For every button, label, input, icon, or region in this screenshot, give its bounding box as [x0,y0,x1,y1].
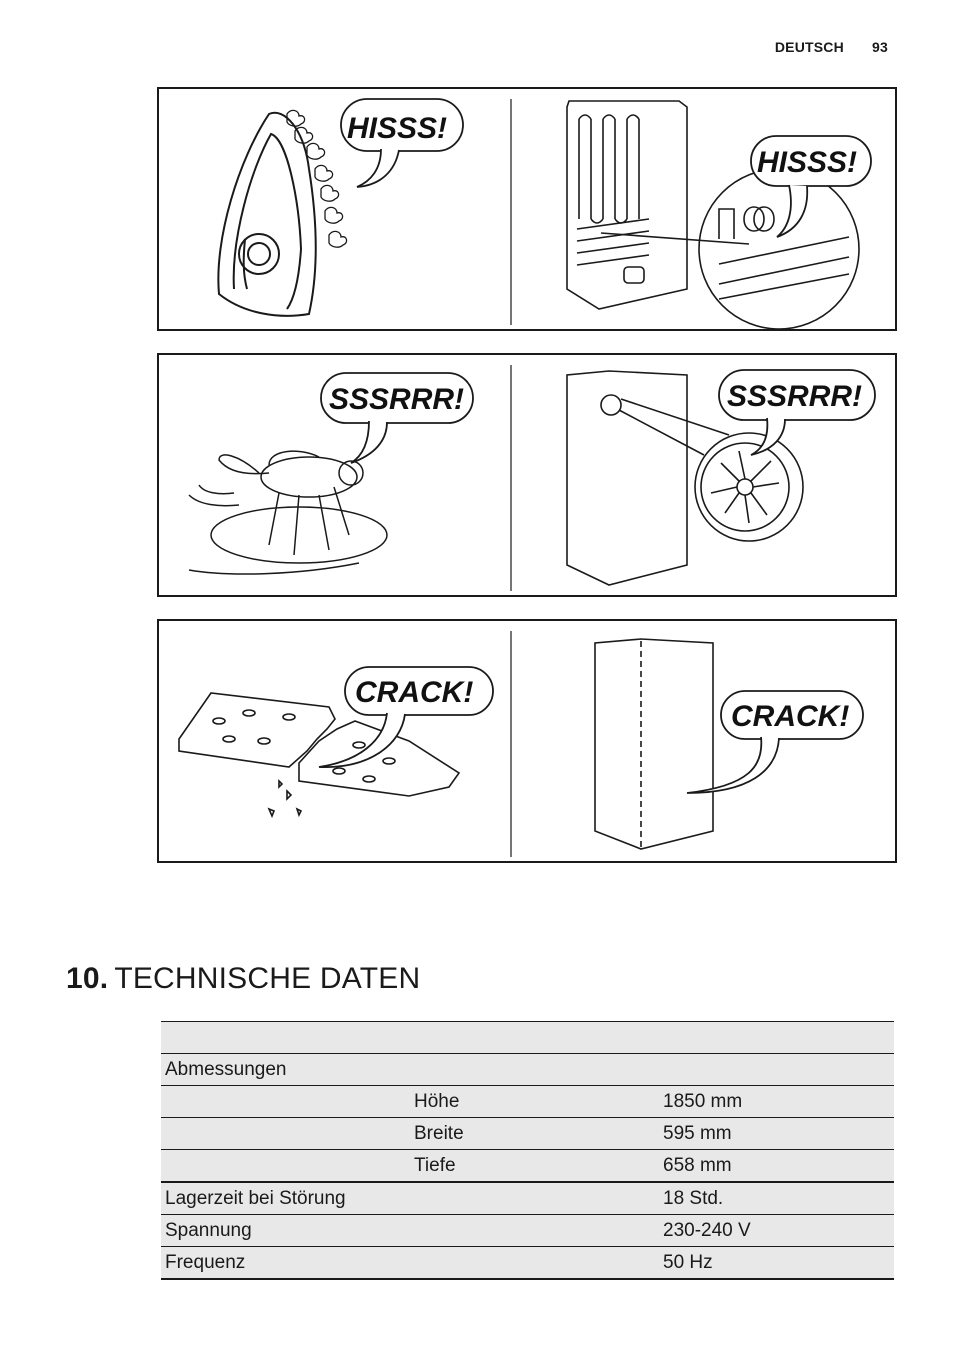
table-cell: 50 Hz [659,1247,894,1280]
sound-label-right: CRACK! [731,700,850,733]
technical-data-table [161,1021,894,1280]
page-number: 93 [872,39,888,55]
table-cell [161,1150,410,1183]
buzzing-fly-icon [189,451,387,574]
table-cell [161,1086,410,1118]
section-title [66,962,420,996]
table-row [161,1054,894,1086]
table-cell [410,1215,659,1247]
header-language: DEUTSCH [774,39,844,55]
table-cell: Abmessungen [161,1054,410,1086]
panel-buzz-drawing [159,355,899,599]
table-cell: 1850 mm [659,1086,894,1118]
sound-label-left: CRACK! [355,676,474,709]
table-cell: Spannung [161,1215,410,1247]
table-cell: 230-240 V [659,1215,894,1247]
section-title-text: TECHNISCHE DATEN [114,962,421,995]
table-row [161,1150,894,1183]
table-cell [410,1182,659,1215]
table-cell [410,1247,659,1280]
sound-label-left: HISSS! [347,112,448,145]
section-number: 10. [66,962,109,995]
table-row [161,1247,894,1280]
illustration-panel-crack [157,619,897,863]
table-row [161,1215,894,1247]
table-cell: Breite [410,1118,659,1150]
sound-label-left: SSSRRR! [329,383,465,416]
table-cell [659,1054,894,1086]
table-cell: Tiefe [410,1150,659,1183]
illustration-panel-buzz [157,353,897,597]
table-cell: Höhe [410,1086,659,1118]
sound-label-right: HISSS! [757,146,858,179]
illustration-panel-hiss [157,87,897,331]
table-row [161,1118,894,1150]
table-cell: 595 mm [659,1118,894,1150]
panel-crack-drawing [159,621,899,865]
table-cell: 658 mm [659,1150,894,1183]
panel-hiss-drawing [159,89,899,333]
page-header [775,39,888,55]
freezer-cabinet-icon [595,639,713,849]
table-cell [161,1118,410,1150]
table-cell: Frequenz [161,1247,410,1280]
table-cell [410,1054,659,1086]
table-header-row [161,1022,894,1054]
table-row [161,1086,894,1118]
table-cell: 18 Std. [659,1182,894,1215]
sound-label-right: SSSRRR! [727,380,863,413]
table-cell: Lagerzeit bei Störung [161,1182,410,1215]
table-row [161,1182,894,1215]
